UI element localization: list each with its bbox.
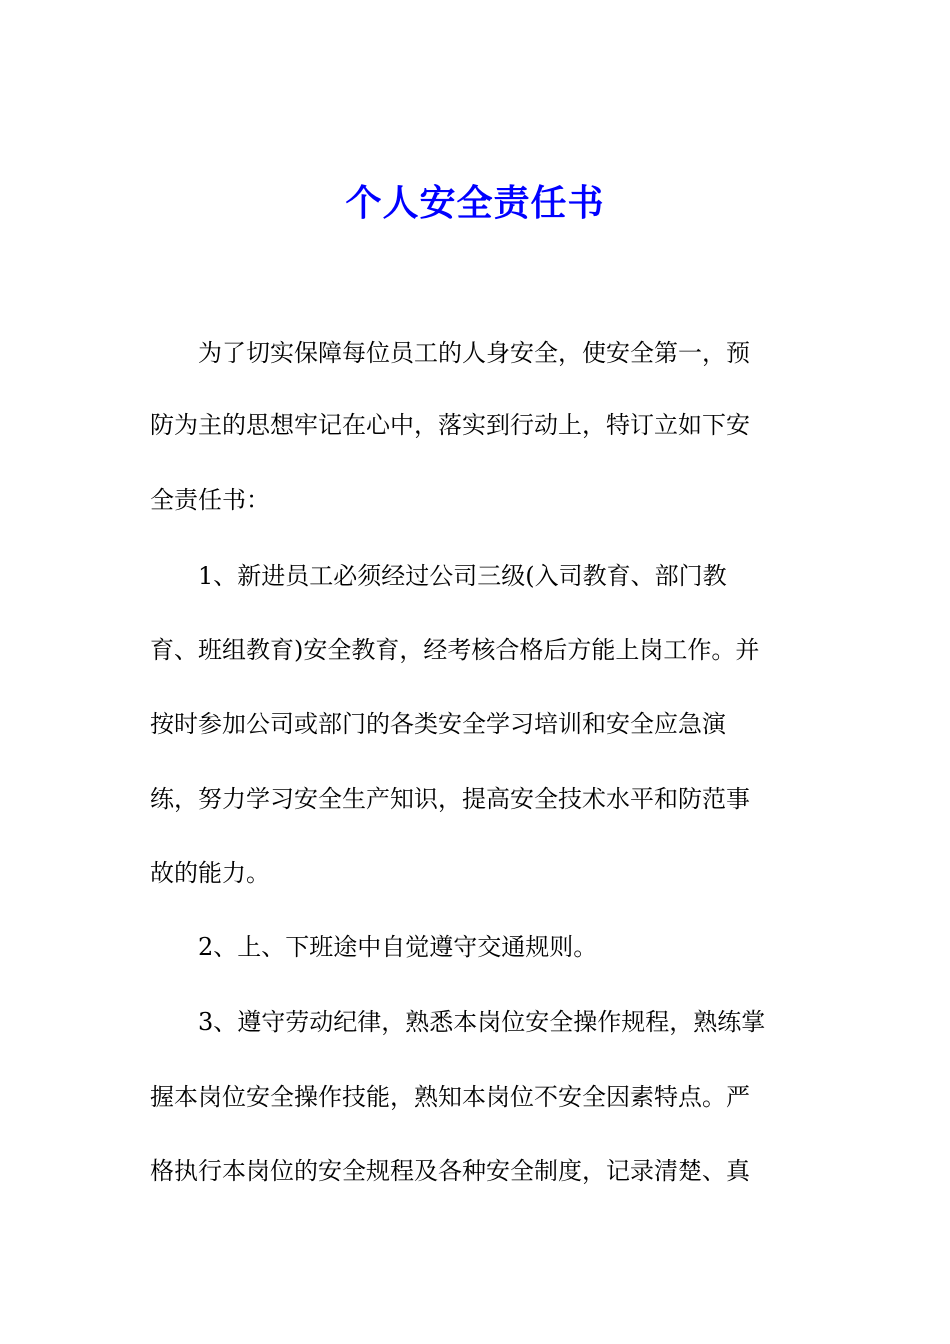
body-line-1: 为了切实保障每位员工的人身安全，使安全第一，预	[198, 339, 750, 367]
body-line-2: 防为主的思想牢记在心中，落实到行动上，特订立如下安	[150, 411, 750, 439]
body-line-3: 全责任书：	[150, 486, 270, 514]
body-line-8: 故的能力。	[150, 859, 270, 887]
body-line-5: 育、班组教育)安全教育，经考核合格后方能上岗工作。并	[150, 636, 760, 664]
body-line-10: 3、遵守劳动纪律，熟悉本岗位安全操作规程，熟练掌	[198, 1008, 766, 1036]
body-line-4: 1、新进员工必须经过公司三级(入司教育、部门教	[198, 562, 727, 590]
body-line-11: 握本岗位安全操作技能，熟知本岗位不安全因素特点。严	[150, 1083, 750, 1111]
body-line-12: 格执行本岗位的安全规程及各种安全制度，记录清楚、真	[150, 1157, 750, 1185]
body-line-6: 按时参加公司或部门的各类安全学习培训和安全应急演	[150, 710, 726, 738]
body-line-9: 2、上、下班途中自觉遵守交通规则。	[198, 933, 598, 961]
document-title: 个人安全责任书	[345, 182, 605, 224]
body-line-7: 练，努力学习安全生产知识，提高安全技术水平和防范事	[150, 785, 750, 813]
